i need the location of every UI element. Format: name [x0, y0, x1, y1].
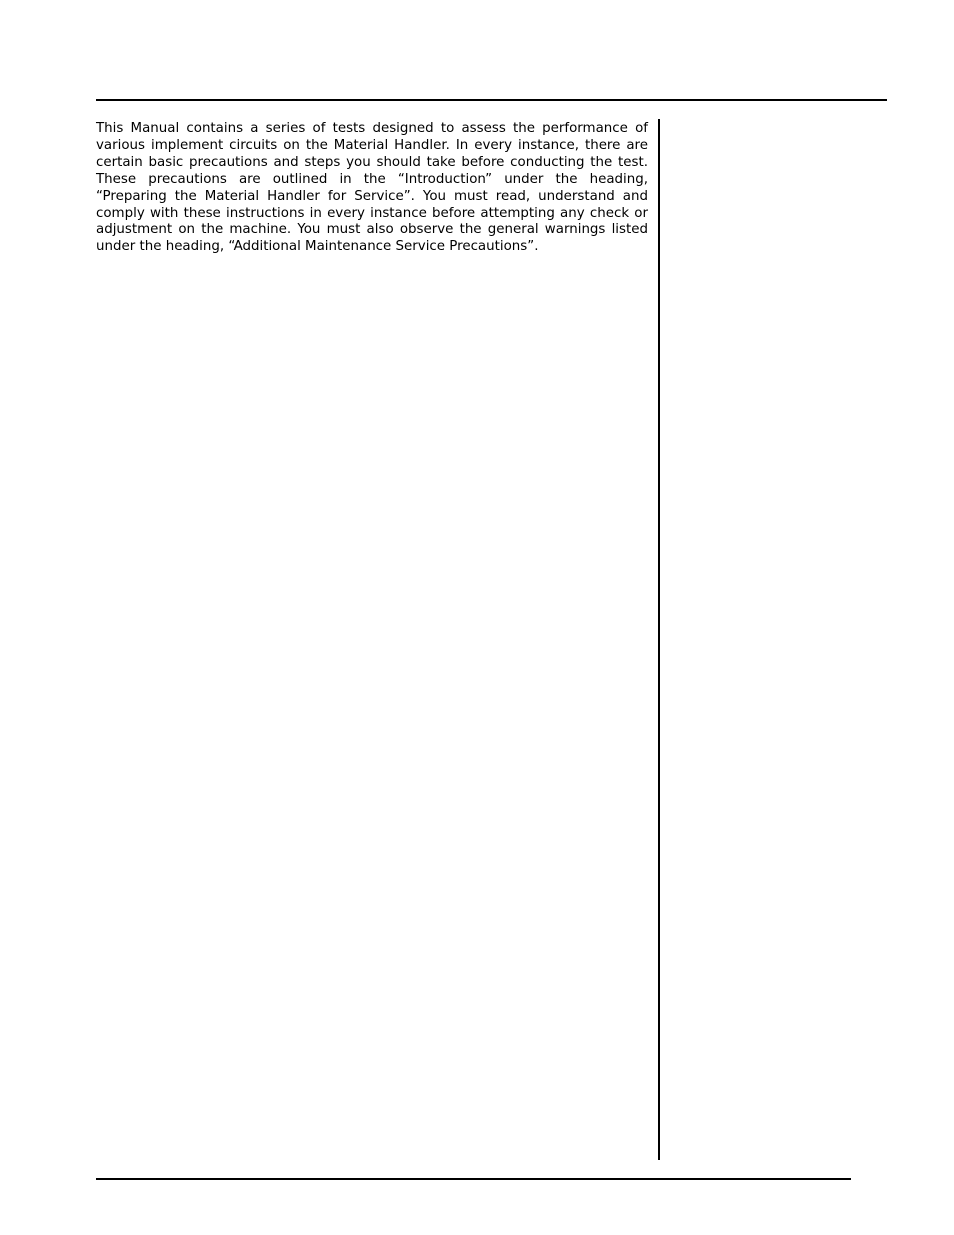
main-text-column: [96, 121, 648, 256]
intro-paragraph: This Manual contains a series of tests designed to assess the performance of various implement circuits on the Material Handler. In every instance, there are certain basic precautions and steps you should take before conducting the test. These precautions are outlined in the “Introduction” under the heading, “Preparing the Material Handler for Service”. You must read, understand and comply with these instructions in every instance before attempting any check or adjustment on the machine. You must also observe the general warnings listed under the heading, “Additional Maintenance Service Precautions”.: [96, 121, 648, 255]
sidebar-column: [672, 121, 886, 1151]
header-rule: [96, 99, 887, 101]
footer-rule: [96, 1178, 851, 1180]
column-divider: [658, 119, 660, 1160]
